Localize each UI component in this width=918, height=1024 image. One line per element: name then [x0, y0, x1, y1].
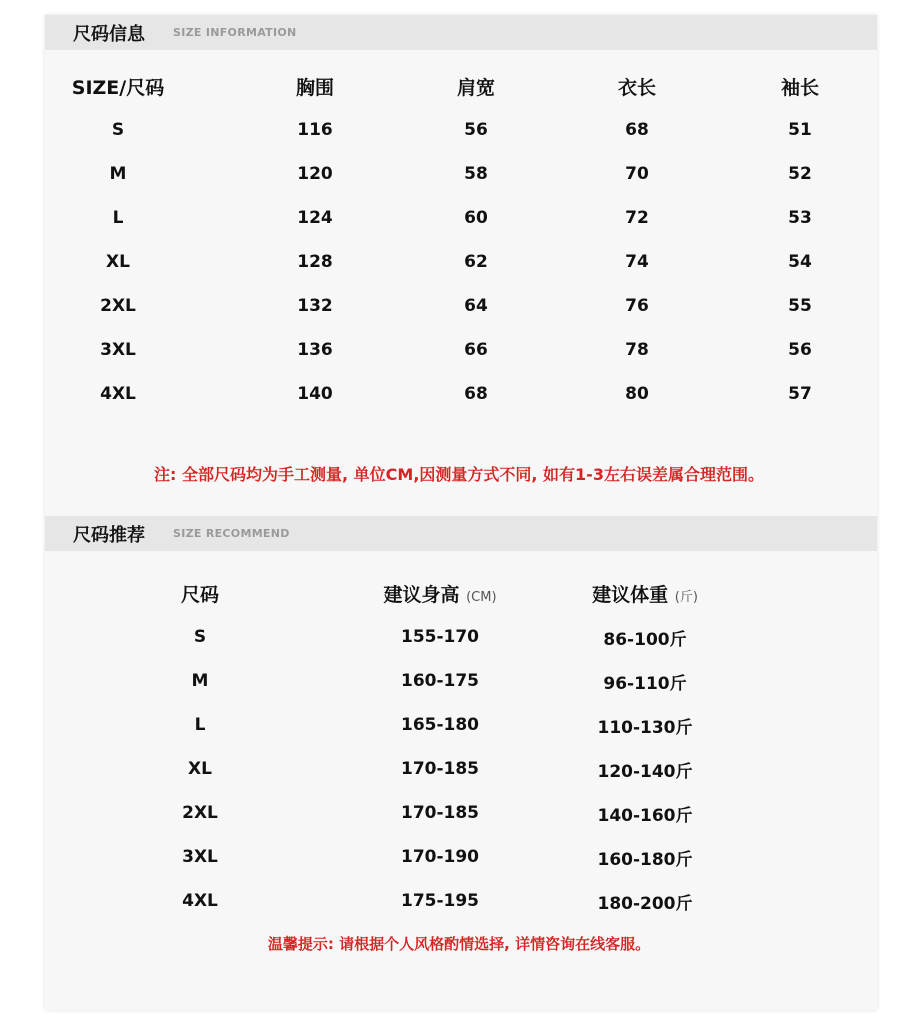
table-cell: [113, 208, 124, 228]
cell-text: 60: [464, 208, 488, 228]
cell-text: 76: [625, 296, 649, 316]
table-cell: [195, 715, 206, 735]
table-cell: [603, 669, 686, 694]
cell-text: 尺码: [180, 583, 220, 606]
table-cell: [110, 164, 127, 184]
cell-text: 175-195: [400, 891, 480, 911]
table-row: [0, 879, 918, 923]
table-cell: [464, 208, 488, 228]
table-cell: [464, 340, 488, 360]
table-cell: [597, 801, 692, 826]
size-recommend-subtitle: SIZE RECOMMEND: [173, 527, 290, 540]
cell-text: L: [194, 715, 206, 735]
column-header: [296, 73, 334, 100]
table-cell: [788, 208, 812, 228]
table-cell: [603, 625, 686, 650]
size-info-subtitle: SIZE INFORMATION: [173, 26, 297, 39]
table-header-row: [0, 64, 918, 108]
cell-text: L: [112, 208, 124, 228]
cell-text: 170-190: [400, 847, 480, 867]
table-cell: [625, 208, 649, 228]
table-cell: [188, 759, 212, 779]
unit-label: (斤): [674, 589, 698, 605]
table-cell: [401, 803, 479, 823]
table-cell: [625, 164, 649, 184]
cell-text: 54: [788, 252, 812, 272]
column-header: [383, 580, 496, 607]
cell-text: 4XL: [182, 891, 218, 911]
table-cell: [597, 889, 692, 914]
table-cell: [788, 340, 812, 360]
table-cell: [100, 296, 136, 316]
table-cell: [597, 713, 692, 738]
cell-text: M: [191, 671, 209, 691]
table-cell: [788, 296, 812, 316]
table-cell: [401, 759, 479, 779]
cell-text: S: [111, 120, 125, 140]
table-row: [0, 659, 918, 703]
cell-text: 120-140斤: [597, 761, 693, 782]
cell-text: 72: [625, 208, 649, 228]
table-cell: [182, 847, 218, 867]
table-row: [0, 703, 918, 747]
cell-text: 70: [625, 164, 649, 184]
cell-text: 160-180斤: [597, 849, 693, 870]
cell-text: 胸围: [295, 76, 335, 99]
table-row: [0, 615, 918, 659]
cell-text: 52: [788, 164, 812, 184]
table-cell: [625, 340, 649, 360]
cell-text: 136: [297, 340, 333, 360]
cell-text: M: [109, 164, 127, 184]
cell-text: 132: [297, 296, 333, 316]
cell-text: 124: [297, 208, 333, 228]
column-header: [592, 580, 698, 607]
column-header: [72, 73, 164, 100]
cell-text: 建议身高: [383, 583, 460, 606]
table-cell: [297, 340, 333, 360]
measurement-note: 注: 全部尺码均为手工测量, 单位CM,因测量方式不同, 如有1-3左右误差属合理范围。: [154, 465, 764, 484]
table-row: [0, 791, 918, 835]
cell-text: 120: [297, 164, 333, 184]
table-cell: [100, 340, 136, 360]
table-cell: [464, 252, 488, 272]
cell-text: 56: [464, 120, 488, 140]
size-recommend-header: [45, 516, 877, 551]
table-row: [0, 196, 918, 240]
cell-text: 62: [464, 252, 488, 272]
table-cell: [625, 384, 649, 404]
cell-text: XL: [106, 252, 130, 272]
column-header: [618, 73, 656, 100]
table-cell: [297, 164, 333, 184]
table-row: [0, 372, 918, 416]
cell-text: 57: [788, 384, 812, 404]
table-cell: [194, 627, 206, 647]
cell-text: 2XL: [182, 803, 218, 823]
cell-text: 64: [464, 296, 488, 316]
cell-text: 68: [625, 120, 649, 140]
cell-text: 4XL: [100, 384, 136, 404]
table-cell: [112, 120, 124, 140]
table-cell: [297, 120, 333, 140]
table-cell: [788, 252, 812, 272]
cell-text: 55: [788, 296, 812, 316]
table-cell: [100, 384, 136, 404]
cell-text: 170-185: [400, 759, 480, 779]
cell-text: 2XL: [100, 296, 136, 316]
table-header-row: [0, 571, 918, 615]
cell-text: 建议体重: [592, 583, 669, 606]
cell-text: 96-110斤: [603, 673, 687, 694]
cell-text: 74: [625, 252, 649, 272]
table-row: [0, 240, 918, 284]
table-cell: [401, 715, 479, 735]
cell-text: 3XL: [100, 340, 136, 360]
cell-text: 68: [464, 384, 488, 404]
table-cell: [106, 252, 130, 272]
table-cell: [625, 120, 649, 140]
cell-text: 155-170: [400, 627, 480, 647]
cell-text: 160-175: [400, 671, 480, 691]
cell-text: 衣长: [617, 76, 657, 99]
cell-text: 58: [464, 164, 488, 184]
table-cell: [401, 627, 479, 647]
size-recommend-title: 尺码推荐: [73, 524, 145, 546]
cell-text: 116: [297, 120, 333, 140]
column-header: [457, 73, 495, 100]
table-cell: [182, 891, 218, 911]
table-row: [0, 108, 918, 152]
size-info-header: [45, 15, 877, 50]
table-cell: [464, 384, 488, 404]
table-cell: [464, 120, 488, 140]
table-cell: [297, 384, 333, 404]
cell-text: 3XL: [182, 847, 218, 867]
table-cell: [297, 252, 333, 272]
size-info-title: 尺码信息: [73, 23, 145, 45]
table-cell: [464, 296, 488, 316]
table-cell: [464, 164, 488, 184]
unit-label: (CM): [466, 589, 497, 605]
table-cell: [788, 164, 812, 184]
table-cell: [625, 296, 649, 316]
cell-text: 51: [788, 120, 812, 140]
cell-text: 80: [625, 384, 649, 404]
cell-text: 53: [788, 208, 812, 228]
warm-tip: 温馨提示: 请根据个人风格酌情选择, 详情咨询在线客服。: [267, 935, 651, 953]
column-header: [181, 580, 219, 607]
table-cell: [401, 847, 479, 867]
cell-text: 袖长: [780, 76, 820, 99]
cell-text: 140-160斤: [597, 805, 693, 826]
table-row: [0, 284, 918, 328]
cell-text: 66: [464, 340, 488, 360]
table-cell: [297, 296, 333, 316]
table-cell: [788, 120, 812, 140]
cell-text: 128: [297, 252, 333, 272]
table-cell: [401, 891, 479, 911]
table-cell: [625, 252, 649, 272]
cell-text: 86-100斤: [603, 629, 687, 650]
table-cell: [192, 671, 209, 691]
cell-text: 165-180: [400, 715, 480, 735]
table-row: [0, 835, 918, 879]
table-cell: [597, 845, 692, 870]
table-cell: [401, 671, 479, 691]
table-cell: [297, 208, 333, 228]
table-cell: [788, 384, 812, 404]
table-cell: [597, 757, 692, 782]
table-row: [0, 747, 918, 791]
cell-text: 56: [788, 340, 812, 360]
cell-text: 肩宽: [456, 76, 496, 99]
cell-text: 78: [625, 340, 649, 360]
cell-text: S: [193, 627, 207, 647]
column-header: [781, 73, 819, 100]
cell-text: XL: [188, 759, 212, 779]
cell-text: SIZE/尺码: [71, 76, 165, 99]
cell-text: 180-200斤: [597, 893, 693, 914]
cell-text: 170-185: [400, 803, 480, 823]
table-row: [0, 328, 918, 372]
cell-text: 110-130斤: [597, 717, 693, 738]
table-row: [0, 152, 918, 196]
cell-text: 140: [297, 384, 333, 404]
table-cell: [182, 803, 218, 823]
